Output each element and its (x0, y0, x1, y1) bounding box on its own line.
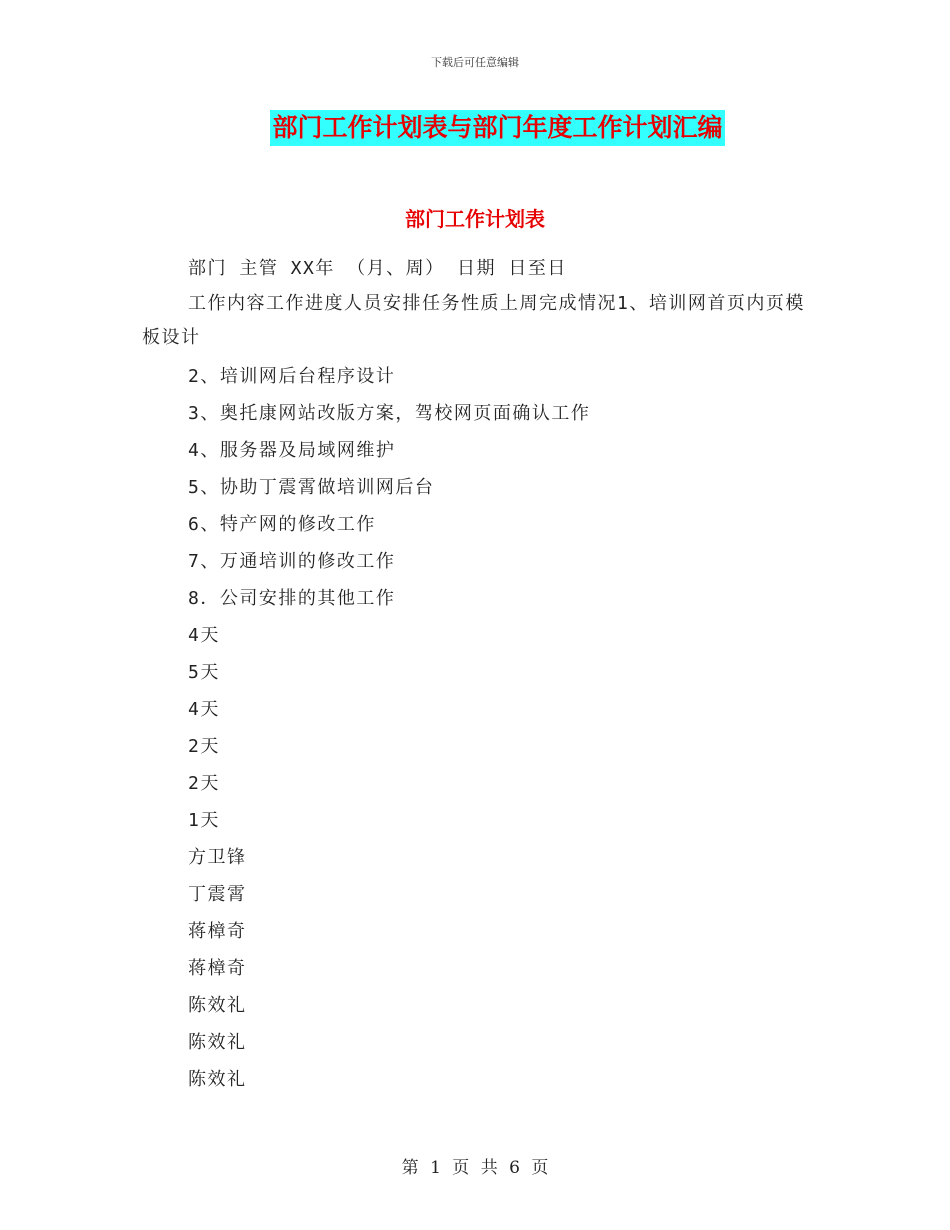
paragraph-task: 7、万通培训的修改工作 (188, 551, 396, 572)
paragraph-duration: 4天 (188, 625, 220, 646)
paragraph-person: 方卫锋 (188, 847, 247, 868)
paragraph-task: 2、培训网后台程序设计 (188, 366, 396, 387)
paragraph-person: 丁震霄 (188, 884, 247, 905)
paragraph-task: 4、服务器及局域网维护 (188, 440, 396, 461)
paragraph-department-header: 部门 主管 XX年 （月、周） 日期 日至日 (188, 258, 567, 279)
paragraph-work-content: 工作内容工作进度人员安排任务性质上周完成情况1、培训网首页内页模板设计 (142, 293, 805, 348)
page-footer: 第 1 页 共 6 页 (401, 1158, 549, 1178)
paragraph-task: 8．公司安排的其他工作 (188, 588, 396, 609)
paragraph-person: 蒋樟奇 (188, 958, 247, 979)
main-title-container (0, 110, 950, 146)
header-note: 下载后可任意编辑 (431, 56, 519, 69)
paragraph-task: 6、特产网的修改工作 (188, 514, 376, 535)
paragraph-person: 陈效礼 (188, 1069, 247, 1090)
paragraph-person: 蒋樟奇 (188, 921, 247, 942)
paragraph-duration: 5天 (188, 662, 220, 683)
paragraph-duration: 1天 (188, 810, 220, 831)
paragraph-task: 5、协助丁震霄做培训网后台 (188, 477, 435, 498)
sub-title: 部门工作计划表 (405, 207, 545, 231)
paragraph-person: 陈效礼 (188, 1032, 247, 1053)
paragraph-duration: 2天 (188, 736, 220, 757)
paragraph-task: 3、奥托康网站改版方案，驾校网页面确认工作 (188, 403, 591, 424)
paragraph-duration: 4天 (188, 699, 220, 720)
main-title: 部门工作计划表与部门年度工作计划汇编 (270, 110, 724, 146)
paragraph-person: 陈效礼 (188, 995, 247, 1016)
paragraph-duration: 2天 (188, 773, 220, 794)
document-body (142, 250, 822, 1098)
